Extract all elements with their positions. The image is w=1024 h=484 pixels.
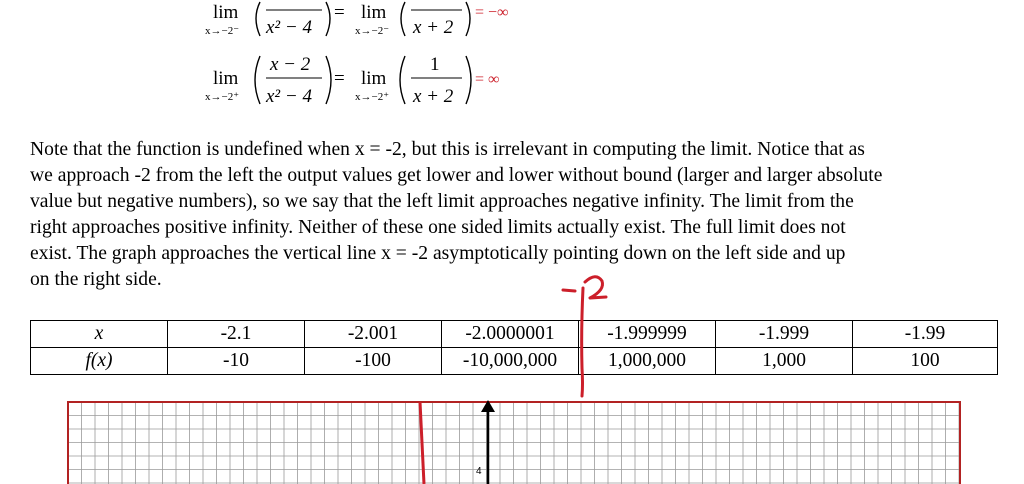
table-cell: -2.1 bbox=[168, 321, 305, 348]
result-1: = −∞ bbox=[475, 4, 509, 21]
table-cell: 100 bbox=[853, 348, 998, 375]
table-cell: -2.001 bbox=[305, 321, 442, 348]
lim-sub-2a: x→−2⁺ bbox=[205, 91, 240, 103]
lim-text-2a: lim bbox=[213, 68, 239, 89]
denom-2a: x² − 4 bbox=[266, 86, 312, 107]
num-2b: 1 bbox=[430, 54, 440, 75]
num-2a: x − 2 bbox=[270, 54, 311, 75]
table-row-fx bbox=[31, 348, 998, 375]
tick-label-4: 4 bbox=[476, 466, 482, 477]
denom-1a: x² − 4 bbox=[266, 17, 312, 38]
table-cell: -1.99 bbox=[853, 321, 998, 348]
table-cell: -10,000,000 bbox=[442, 348, 579, 375]
para-line-4: right approaches positive infinity. Neither of these one sided limits actually exist. The full limit does not bbox=[30, 217, 846, 238]
table-cell: 1,000,000 bbox=[579, 348, 716, 375]
table-cell: f(x) bbox=[31, 348, 168, 375]
explanation-paragraph bbox=[30, 137, 1000, 293]
eq-sign-1: = bbox=[334, 2, 345, 23]
lim-sub-2b: x→−2⁺ bbox=[355, 91, 390, 103]
table-cell: -10 bbox=[168, 348, 305, 375]
para-line-3: value but negative numbers), so we say that the left limit approaches negative infinity. The limit from the bbox=[30, 191, 854, 212]
para-line-6: on the right side. bbox=[30, 269, 162, 290]
limit-equations bbox=[0, 0, 1024, 120]
table-cell: -100 bbox=[305, 348, 442, 375]
graph-grid bbox=[0, 390, 1024, 484]
lim-sub-1a: x→−2⁻ bbox=[205, 25, 240, 37]
asymptote-line bbox=[420, 402, 424, 484]
table-cell: 1,000 bbox=[716, 348, 853, 375]
lim-text-1b: lim bbox=[361, 2, 387, 23]
table-cell: -1.999 bbox=[716, 321, 853, 348]
para-line-5: exist. The graph approaches the vertical line x = -2 asymptotically pointing down on the left side and up bbox=[30, 243, 846, 264]
result-2: = ∞ bbox=[475, 71, 500, 88]
grid-lines bbox=[68, 402, 960, 484]
denom-1b: x + 2 bbox=[413, 17, 454, 38]
denom-2b: x + 2 bbox=[413, 86, 454, 107]
table-cell: x bbox=[31, 321, 168, 348]
para-line-1: Note that the function is undefined when x = -2, but this is irrelevant in computing the limit. Notice that as bbox=[30, 139, 865, 160]
lim-sub-1b: x→−2⁻ bbox=[355, 25, 390, 37]
para-line-2: we approach -2 from the left the output values get lower and lower without bound (larger and larger absolute bbox=[30, 165, 883, 186]
eq-sign-2: = bbox=[334, 68, 345, 89]
lim-text-1a: lim bbox=[213, 2, 239, 23]
values-table bbox=[30, 320, 998, 375]
table-row-x bbox=[31, 321, 998, 348]
lim-text-2b: lim bbox=[361, 68, 387, 89]
graph-border bbox=[68, 402, 960, 484]
table-cell: -2.0000001 bbox=[442, 321, 579, 348]
table-cell: -1.999999 bbox=[579, 321, 716, 348]
